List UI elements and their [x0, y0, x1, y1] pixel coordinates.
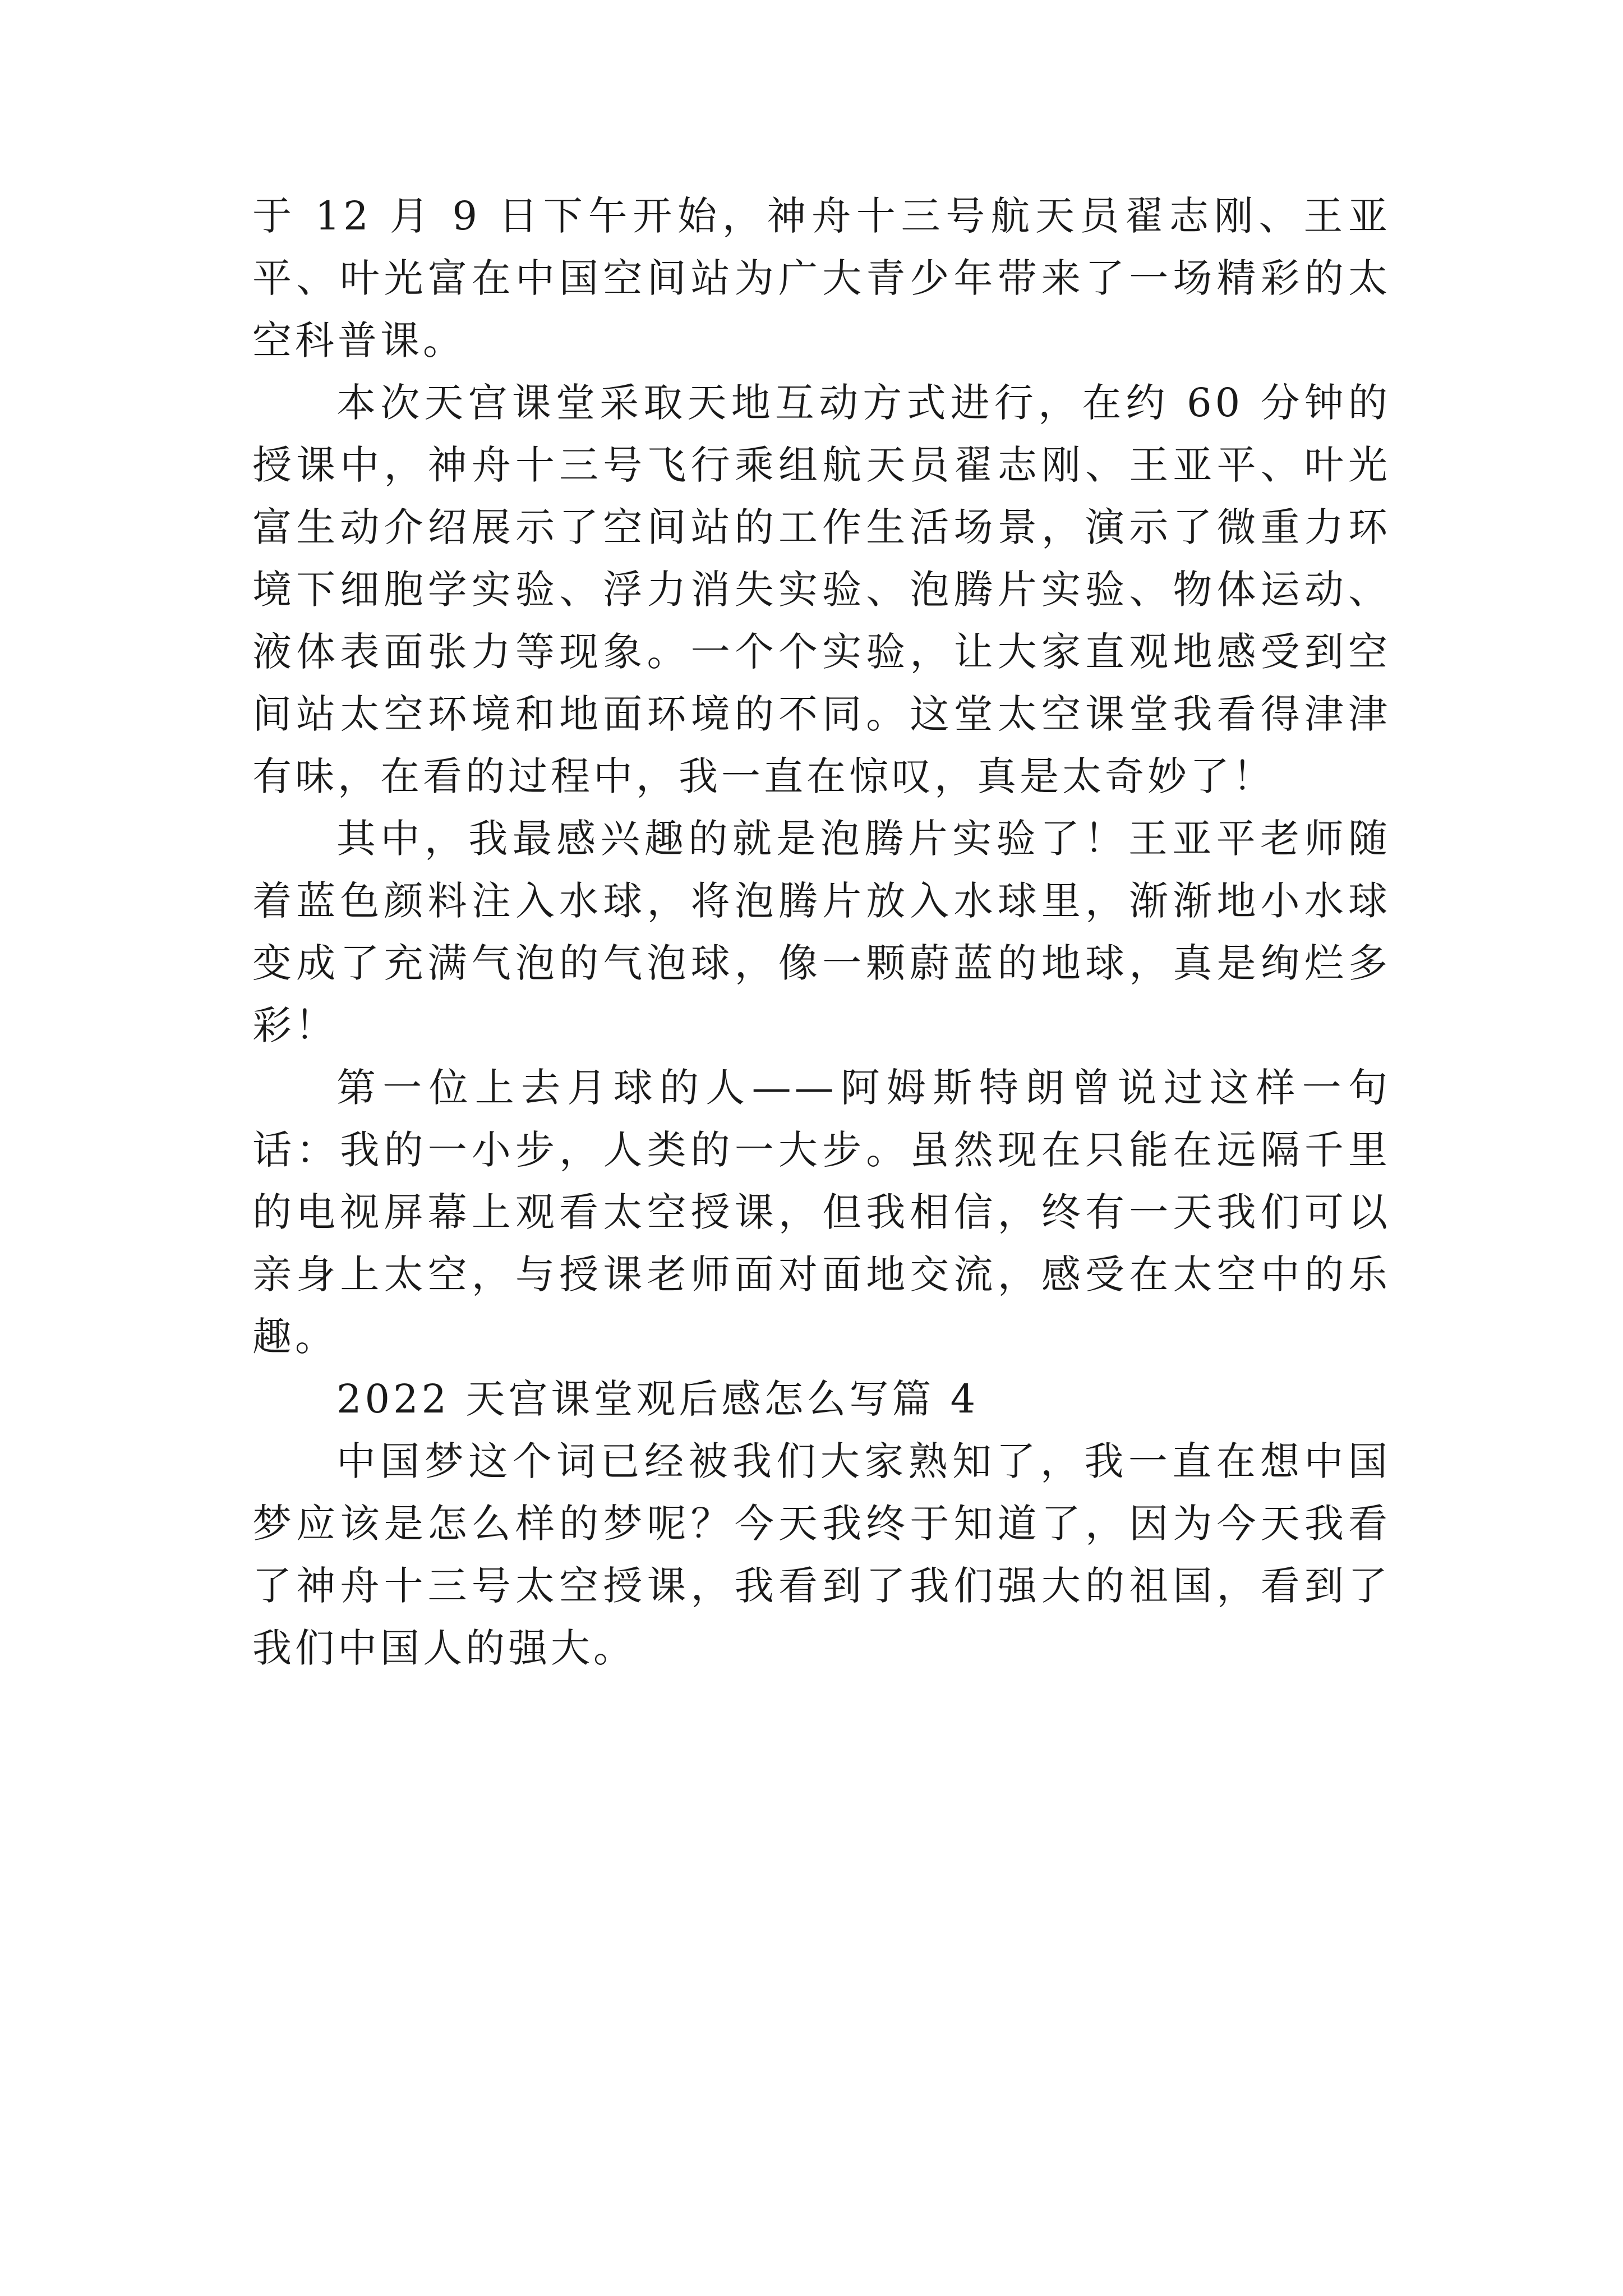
paragraph-1: 于 12 月 9 日下午开始，神舟十三号航天员翟志刚、王亚平、叶光富在中国空间站为广大青少年带来了一场精彩的太空科普课。: [252, 193, 1391, 364]
paragraph-3: 其中，我最感兴趣的就是泡腾片实验了！王亚平老师随着蓝色颜料注入水球，将泡腾片放入水球里，渐渐地小水球变成了充满气泡的气泡球，像一颗蔚蓝的地球，真是绚烂多彩！: [252, 816, 1391, 1048]
paragraph-6: 中国梦这个词已经被我们大家熟知了，我一直在想中国梦应该是怎么样的梦呢？今天我终于知道了，因为今天我看了神舟十三号太空授课，我看到了我们强大的祖国，看到了我们中国人的强大。: [252, 1438, 1391, 1671]
paragraph-4: 第一位上去月球的人——阿姆斯特朗曾说过这样一句话：我的一小步，人类的一大步。虽然现在只能在远隔千里的电视屏幕上观看太空授课，但我相信，终有一天我们可以亲身上太空，与授课老师面对面地交流，感受在太空中的乐趣。: [252, 1065, 1391, 1360]
section-heading: 2022 天宫课堂观后感怎么写篇 4: [336, 1376, 979, 1422]
document-body: [252, 185, 1391, 1680]
paragraph-2: 本次天宫课堂采取天地互动方式进行，在约 60 分钟的授课中，神舟十三号飞行乘组航天员翟志刚、王亚平、叶光富生动介绍展示了空间站的工作生活场景，演示了微重力环境下细胞学实验、浮力消失实验、泡腾片实验、物体运动、液体表面张力等现象。一个个实验，让大家直观地感受到空间站太空环境和地面环境的不同。这堂太空课堂我看得津津有味，在看的过程中，我一直在惊叹，真是太奇妙了！: [252, 380, 1391, 799]
